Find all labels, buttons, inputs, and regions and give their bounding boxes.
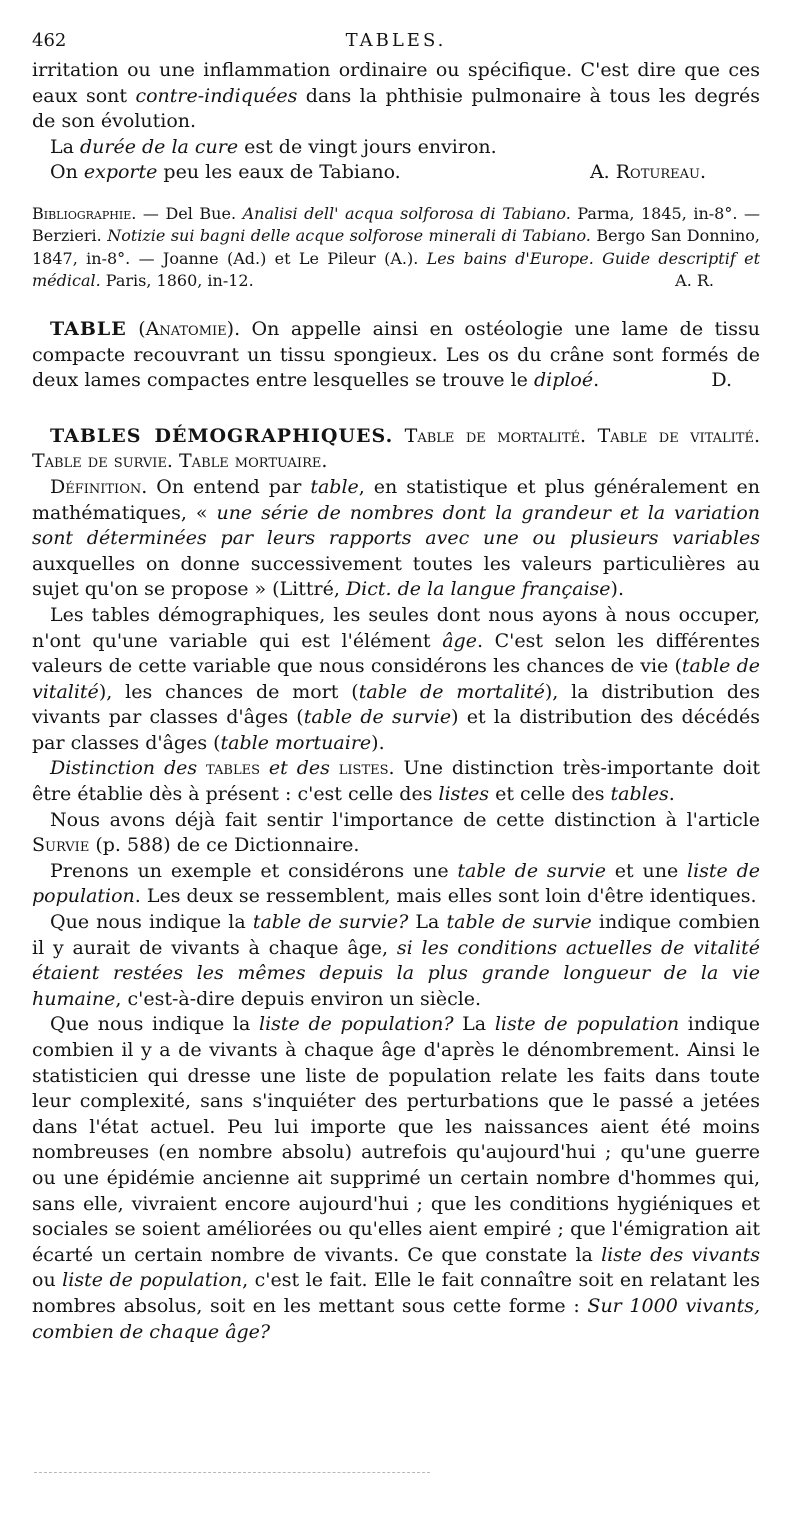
entry-headword: TABLE [50,317,127,340]
bibliography-label: Bibliographie. [32,203,137,223]
entry-table-anatomie: TABLE (Anatomie). On appelle ainsi en ostéologie une lame de tissu compacte recouvrant un tissu spongieux. Les os du crâne sont formés de deux lames compactes entre lesquelles se trouve le diploé. D. [32,317,760,394]
running-title: TABLES. [345,30,447,51]
definition-paragraph: Définition. On entend par table, en statistique et plus généralement en mathématiques, « une série de nombres dont la grandeur et la variation sont déterminées par leurs rapports avec une ou plusieurs variables auxquelles on donne successivement toutes les valeurs particulières au sujet qu'on se propose » (Littré, Dict. de la langue française). [32,475,760,601]
entry-signature: D. [711,369,732,392]
bibliography-signature: A. R. [675,271,714,291]
tabiano-paragraph-1: irritation ou une inflammation ordinaire ou spécifique. C'est dire que ces eaux sont contre-indiquées dans la phthisie pulmonaire à tous les degrés de son évolution. [32,59,761,133]
paragraph-distinction: Distinction des tables et des listes. Une distinction très-importante doit être établie dès à présent : c'est celle des listes et celle des tables. [32,757,761,806]
paragraph-table-de-survie: Que nous indique la table de survie? La table de survie indique combien il y aurait de vivants à chaque âge, si les conditions actuelles de vitalité étaient restées les mêmes depuis la plus grande longueur de la vie humaine, c'est-à-dire depuis environ un siècle. [32,911,761,1010]
tabiano-paragraph-2: La durée de la cure est de vingt jours environ. [50,135,497,158]
tabiano-author: A. Rotureau. [589,161,706,184]
footer-rule [34,1472,430,1473]
page-number: 462 [32,30,67,51]
paragraph-liste-de-population: Que nous indique la liste de population? La liste de population indique combien il y a de vivants à chaque âge d'après le dénombrement. Ainsi le statisticien qui dresse une liste de population relate les faits dans toute leur complexité, sans s'inquiéter des perturbations que le passé a jetées dans l'état actuel. Peu lui importe que les naissances aient été moins nombreuses (en nombre absolu) autrefois qu'aujourd'hui ; qu'une guerre ou une épidémie ancienne ait supprimé un certain nombre d'hommes qui, sans elle, vivraient encore aujourd'hui ; que les conditions hygiéniques et sociales se soient améliorées ou qu'elles aient empiré ; que l'émigration ait écarté un certain nombre de vivants. Ce que constate la liste des vivants ou liste de population, c'est le fait. Elle le fait connaître soit en relatant les nombres absolus, soit en les mettant sous cette forme : Sur 1000 vivants, combien de chaque âge? [32,1013,761,1343]
page-header [32,30,760,58]
tabiano-paragraph-3: On exporte peu les eaux de Tabiano. A. Rotureau. [32,160,760,186]
paragraph-exemple: Prenons un exemple et considérons une table de survie et une liste de population. Les deux se ressemblent, mais elles sont loin d'être identiques. [32,859,760,908]
paragraph-survie-reference: Nous avons déjà fait sentir l'importance de cette distinction à l'article Survie (p. 588) de ce Dictionnaire. [32,808,760,857]
entry-headword: TABLES DÉMOGRAPHIQUES. [50,424,394,447]
definition-label: Définition. [50,475,148,498]
paragraph-tables-demographiques: Les tables démographiques, les seules dont nous ayons à nous occuper, n'ont qu'une variable qui est l'élément âge. C'est selon les différentes valeurs de cette variable que nous considérons les chances de vie (table de vitalité), les chances de mort (table de mortalité), la distribution des vivants par classes d'âges (table de survie) et la distribution des décédés par classes d'âges (table mortuaire). [32,603,760,754]
bibliography: Bibliographie. — Del Bue. Analisi dell' acqua solforosa di Tabiano. Parma, 1845, in-8°. — Berzieri. Notizie sui bagni delle acque solforose minerali di Tabiano. Bergo San Donnino, 1847, in-8°. — Joanne (Ad.) et Le Pileur (A.). Les bains d'Europe. Guide descriptif et médical. Paris, 1860, in-12. A. R. [32,203,760,293]
dictionary-page [32,30,760,1345]
entry-tables-demographiques: TABLES DÉMOGRAPHIQUES. Table de mortalité. Table de vitalité. Table de survie. Table mortuaire. [32,424,761,473]
